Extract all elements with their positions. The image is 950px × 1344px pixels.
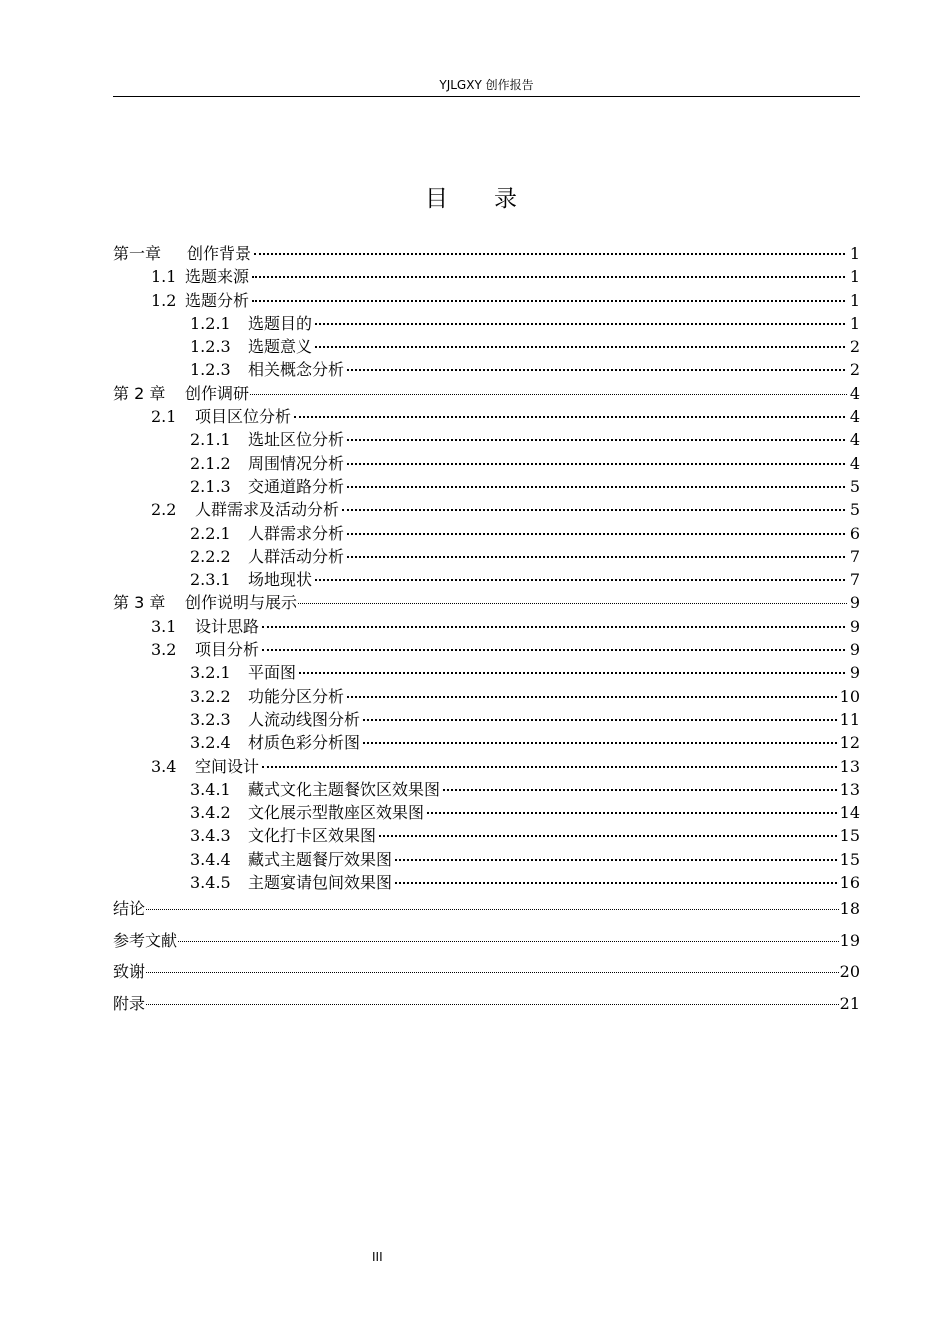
- toc-entry-number: 2.2.1: [190, 523, 231, 543]
- toc-entry-title: 选题来源: [185, 267, 250, 287]
- toc-entry-title: 项目分析: [195, 640, 260, 660]
- toc-entry-title: 文化打卡区效果图: [248, 826, 377, 846]
- toc-entry-number: 1.2.3: [190, 360, 231, 380]
- toc-leader-dots: [395, 881, 837, 884]
- toc-entry-page: 9: [849, 640, 860, 660]
- toc-entry-title: 藏式主题餐厅效果图: [248, 849, 393, 869]
- toc-entry-page: 10: [839, 686, 860, 706]
- toc-entry-page: 20: [839, 962, 860, 982]
- toc-leader-dots: [379, 834, 837, 837]
- toc-entry-title: 功能分区分析: [248, 686, 345, 706]
- toc-entry-title: 创作说明与展示: [185, 593, 298, 613]
- toc-entry-title: 选题意义: [248, 337, 313, 357]
- toc-leader-dots: [146, 908, 839, 910]
- toc-entry-number: 1.2: [151, 290, 177, 310]
- toc-entry-page: 14: [839, 803, 860, 823]
- toc-entry-number: 3.2: [151, 640, 177, 660]
- toc-leader-dots: [363, 718, 837, 721]
- toc-entry-title: 致谢: [113, 962, 146, 982]
- toc-entry-page: 13: [839, 779, 860, 799]
- toc-entry-title: 交通道路分析: [248, 476, 345, 496]
- toc-leader-dots: [146, 1003, 839, 1005]
- toc-entry-page: 1: [849, 244, 860, 263]
- toc-entry[interactable]: [113, 895, 860, 927]
- toc-leader-dots: [299, 671, 845, 674]
- toc-entry-title: 附录: [113, 993, 146, 1013]
- toc-entry[interactable]: [113, 499, 860, 522]
- toc-title: 目录: [425, 186, 563, 212]
- toc-entry-title: 选题目的: [248, 313, 313, 333]
- toc-entry[interactable]: [113, 616, 860, 639]
- toc-entry[interactable]: [113, 290, 860, 313]
- toc-entry-number: 3.4.5: [190, 873, 231, 893]
- toc-entry-page: 13: [839, 756, 860, 776]
- toc-entry-page: 9: [849, 593, 860, 613]
- toc-entry[interactable]: [113, 266, 860, 289]
- toc-entry-title: 人群需求及活动分析: [195, 500, 340, 520]
- toc-entry-number: 2.1.3: [190, 476, 231, 496]
- toc-entry-number: 第 2 章: [113, 383, 166, 403]
- toc-entry[interactable]: [113, 732, 860, 755]
- toc-entry[interactable]: [113, 569, 860, 592]
- toc-entry-number: 2.1: [151, 407, 177, 427]
- toc-leader-dots: [294, 415, 845, 418]
- toc-entry[interactable]: [113, 243, 860, 266]
- toc-entry[interactable]: [113, 313, 860, 336]
- toc-entry-page: 7: [849, 570, 860, 590]
- toc-entry[interactable]: [113, 523, 860, 546]
- toc-entry[interactable]: [113, 592, 860, 615]
- toc-entry-title: 主题宴请包间效果图: [248, 873, 393, 893]
- toc-entry[interactable]: [113, 709, 860, 732]
- toc-entry-title: 选址区位分析: [248, 430, 345, 450]
- toc-entry[interactable]: [113, 453, 860, 476]
- toc-leader-dots: [254, 252, 845, 255]
- toc-entry[interactable]: [113, 958, 860, 990]
- toc-entry[interactable]: [113, 927, 860, 959]
- page-header: YJLGXY 创作报告: [113, 76, 860, 97]
- toc-entry-page: 4: [849, 453, 860, 473]
- toc-entry-page: 9: [849, 616, 860, 636]
- toc-entry-title: 设计思路: [195, 616, 260, 636]
- toc-leader-dots: [146, 971, 839, 973]
- toc-entry-title: 空间设计: [195, 756, 260, 776]
- toc-leader-dots: [363, 741, 837, 744]
- toc-leader-dots: [315, 578, 845, 581]
- toc-entry-number: 3.4.1: [190, 779, 231, 799]
- toc-entry-page: 1: [849, 267, 860, 287]
- toc-entry-number: 3.4: [151, 756, 177, 776]
- toc-entry-title: 场地现状: [248, 570, 313, 590]
- toc-entry-number: 3.4.4: [190, 849, 231, 869]
- toc-entry[interactable]: [113, 429, 860, 452]
- toc-entry-page: 5: [849, 500, 860, 520]
- toc-entry-title: 选题分析: [185, 290, 250, 310]
- toc-entry-number: 3.2.2: [190, 686, 231, 706]
- toc-entry-page: 5: [849, 476, 860, 496]
- toc-leader-dots: [427, 811, 837, 814]
- toc-entry-number: 3.2.4: [190, 733, 231, 753]
- toc-entry-title: 创作背景: [187, 244, 252, 263]
- toc-entry-page: 15: [839, 826, 860, 846]
- toc-entry-title: 周围情况分析: [248, 453, 345, 473]
- toc-entry-number: 2.3.1: [190, 570, 231, 590]
- toc-entry[interactable]: [113, 756, 860, 779]
- toc-entry-number: 1.1: [151, 267, 177, 287]
- toc-entry-title: 平面图: [248, 663, 297, 683]
- toc-leader-dots: [178, 940, 839, 942]
- toc-leader-dots: [252, 275, 845, 278]
- toc-entry-number: 3.2.1: [190, 663, 231, 683]
- toc-entry-page: 2: [849, 337, 860, 357]
- toc-entry[interactable]: [113, 825, 860, 848]
- toc-entry[interactable]: [113, 779, 860, 802]
- toc-entry-page: 2: [849, 360, 860, 380]
- toc-leader-dots: [347, 695, 837, 698]
- toc-leader-dots: [347, 462, 845, 465]
- toc-leader-dots: [262, 765, 837, 768]
- toc-leader-dots: [262, 648, 845, 651]
- toc-entry-title: 藏式文化主题餐饮区效果图: [248, 779, 441, 799]
- toc-entry-title: 文化展示型散座区效果图: [248, 803, 425, 823]
- toc-entry[interactable]: [113, 662, 860, 685]
- toc-leader-dots: [262, 625, 845, 628]
- toc-entry-number: 3.2.3: [190, 709, 231, 729]
- table-of-contents: [113, 243, 860, 1021]
- toc-entry[interactable]: [113, 546, 860, 569]
- toc-leader-dots: [252, 299, 845, 302]
- toc-entry-page: 4: [849, 383, 860, 403]
- toc-entry[interactable]: [113, 990, 860, 1022]
- toc-leader-dots: [395, 858, 837, 861]
- toc-entry-page: 19: [839, 930, 860, 950]
- toc-leader-dots: [250, 393, 847, 395]
- toc-leader-dots: [315, 322, 845, 325]
- toc-entry[interactable]: [113, 872, 860, 895]
- toc-leader-dots: [298, 602, 847, 604]
- toc-leader-dots: [347, 532, 845, 535]
- toc-entry-page: 11: [839, 709, 860, 729]
- toc-entry-page: 16: [839, 873, 860, 893]
- toc-leader-dots: [347, 555, 845, 558]
- toc-entry-title: 创作调研: [185, 383, 250, 403]
- toc-entry-number: 3.4.2: [190, 803, 231, 823]
- toc-leader-dots: [443, 788, 837, 791]
- toc-entry-title: 人流动线图分析: [248, 709, 361, 729]
- toc-entry-title: 结论: [113, 899, 146, 919]
- toc-entry-page: 15: [839, 849, 860, 869]
- toc-leader-dots: [315, 345, 845, 348]
- toc-entry[interactable]: [113, 406, 860, 429]
- toc-entry[interactable]: [113, 639, 860, 662]
- toc-leader-dots: [342, 508, 845, 511]
- toc-entry-title: 人群活动分析: [248, 546, 345, 566]
- toc-entry[interactable]: [113, 849, 860, 872]
- toc-entry-page: 9: [849, 663, 860, 683]
- toc-entry-page: 7: [849, 546, 860, 566]
- toc-entry-page: 21: [839, 993, 860, 1013]
- toc-entry[interactable]: [113, 359, 860, 382]
- toc-entry-page: 18: [839, 899, 860, 919]
- toc-entry-page: 1: [849, 313, 860, 333]
- page-number: III: [372, 1250, 383, 1264]
- toc-entry-number: 3.4.3: [190, 826, 231, 846]
- toc-entry[interactable]: [113, 686, 860, 709]
- toc-entry-number: 2.1.2: [190, 453, 231, 473]
- toc-entry-title: 参考文献: [113, 930, 178, 950]
- toc-entry-number: 1.2.3: [190, 337, 231, 357]
- toc-leader-dots: [347, 368, 845, 371]
- toc-entry-page: 1: [849, 290, 860, 310]
- toc-entry[interactable]: [113, 383, 860, 406]
- toc-entry-number: 2.1.1: [190, 430, 231, 450]
- toc-entry-page: 12: [839, 733, 860, 753]
- toc-entry-page: 6: [849, 523, 860, 543]
- toc-entry-number: 第一章: [113, 244, 162, 263]
- toc-entry-number: 2.2.2: [190, 546, 231, 566]
- toc-leader-dots: [347, 485, 845, 488]
- toc-entry-title: 人群需求分析: [248, 523, 345, 543]
- toc-entry-page: 4: [849, 407, 860, 427]
- toc-entry-page: 4: [849, 430, 860, 450]
- toc-entry[interactable]: [113, 336, 860, 359]
- toc-leader-dots: [347, 438, 845, 441]
- toc-entry-title: 材质色彩分析图: [248, 733, 361, 753]
- toc-entry-title: 相关概念分析: [248, 360, 345, 380]
- toc-entry-number: 1.2.1: [190, 313, 231, 333]
- toc-entry[interactable]: [113, 476, 860, 499]
- toc-entry[interactable]: [113, 802, 860, 825]
- toc-entry-number: 3.1: [151, 616, 177, 636]
- toc-entry-title: 项目区位分析: [195, 407, 292, 427]
- toc-entry-number: 2.2: [151, 500, 177, 520]
- toc-entry-number: 第 3 章: [113, 593, 166, 613]
